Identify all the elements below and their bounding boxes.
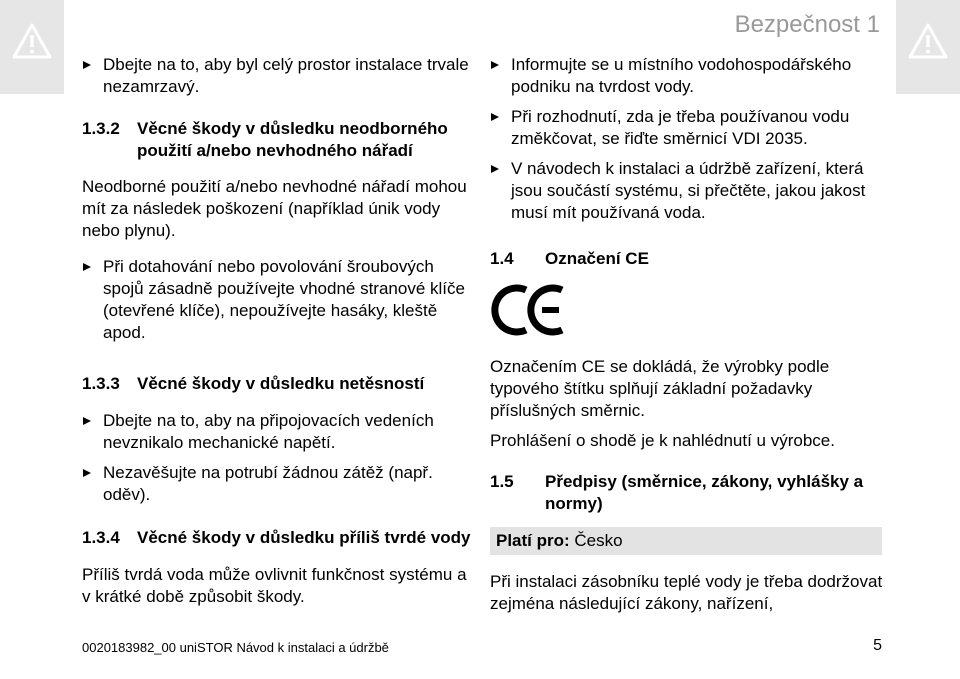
- ce-mark-icon: [490, 282, 570, 338]
- heading-1-3-3: [82, 373, 472, 395]
- paragraph-ce-meaning: Označením CE se dokládá, že výrobky podle typového štítku splňují základní požadavky příslušných směrnic.: [490, 357, 830, 420]
- right-warning-bar: [896, 0, 960, 94]
- scope-box: [490, 527, 882, 555]
- warning-triangle-icon: [907, 22, 949, 60]
- heading-text: Označení CE: [545, 249, 649, 268]
- paragraph-declaration: Prohlášení o shodě je k nahlédnutí u výrobce.: [490, 431, 835, 450]
- heading-text: Věcné škody v důsledku příliš tvrdé vody: [137, 528, 471, 547]
- heading-number: 1.3.3: [82, 374, 120, 393]
- left-column: [82, 50, 472, 608]
- bullet-vdi-2035: Při rozhodnutí, zda je třeba používanou vodu změkčovat, se řiďte směrnicí VDI 2035.: [490, 106, 890, 150]
- scope-value: Česko: [569, 531, 623, 550]
- heading-number: 1.5: [490, 472, 514, 491]
- chapter-title: Bezpečnost 1: [734, 11, 880, 38]
- footer-doc-id: 0020183982_00 uniSTOR Návod k instalaci a údržbě: [82, 640, 389, 655]
- heading-text: Předpisy (směrnice, zákony, vyhlášky a normy): [545, 472, 864, 513]
- bullet-water-authority: Informujte se u místního vodohospodářského podniku na tvrdost vody.: [490, 54, 890, 98]
- heading-text: Věcné škody v důsledku netěsností: [137, 374, 425, 393]
- bullet-mechanical-stress: Dbejte na to, aby na připojovacích vedeních nevznikalo mechanické napětí.: [82, 410, 472, 454]
- heading-1-3-4: [82, 527, 472, 549]
- heading-1-4: [490, 248, 890, 270]
- bullet-instructions: V návodech k instalaci a údržbě zařízení, která jsou součástí systému, si přečtěte, jakou jakost musí mít používaná voda.: [490, 158, 890, 224]
- left-warning-bar: [0, 0, 64, 94]
- heading-number: 1.4: [490, 249, 514, 268]
- heading-number: 1.3.2: [82, 119, 120, 138]
- bullet-no-load: Nezavěšujte na potrubí žádnou zátěž (např. oděv).: [82, 462, 472, 506]
- heading-1-5: [490, 471, 890, 515]
- bullet-wrenches: Při dotahování nebo povolování šroubových spojů zásadně používejte vhodné stranové klíče (otevřené klíče), nepoužívejte hasáky, kleště apod.: [82, 256, 472, 344]
- paragraph-improper-use: Neodborné použití a/nebo nevhodné nářadí mohou mít za následek poškození (například únik vody nebo plynu).: [82, 177, 467, 240]
- right-column: [490, 50, 890, 615]
- paragraph-regulations: Při instalaci zásobníku teplé vody je třeba dodržovat zejména následující zákony, nařízení,: [490, 572, 883, 613]
- bullet-frost: Dbejte na to, aby byl celý prostor instalace trvale nezamrzavý.: [82, 54, 472, 98]
- scope-label: Platí pro:: [496, 531, 570, 550]
- page-number: 5: [873, 637, 882, 654]
- heading-1-3-2: [82, 118, 472, 162]
- heading-number: 1.3.4: [82, 528, 120, 547]
- paragraph-hard-water: Příliš tvrdá voda může ovlivnit funkčnost systému a v krátké době způsobit škody.: [82, 565, 467, 606]
- heading-text: Věcné škody v důsledku neodborného použití a/nebo nevhodného nářadí: [137, 119, 448, 160]
- warning-triangle-icon: [11, 22, 53, 60]
